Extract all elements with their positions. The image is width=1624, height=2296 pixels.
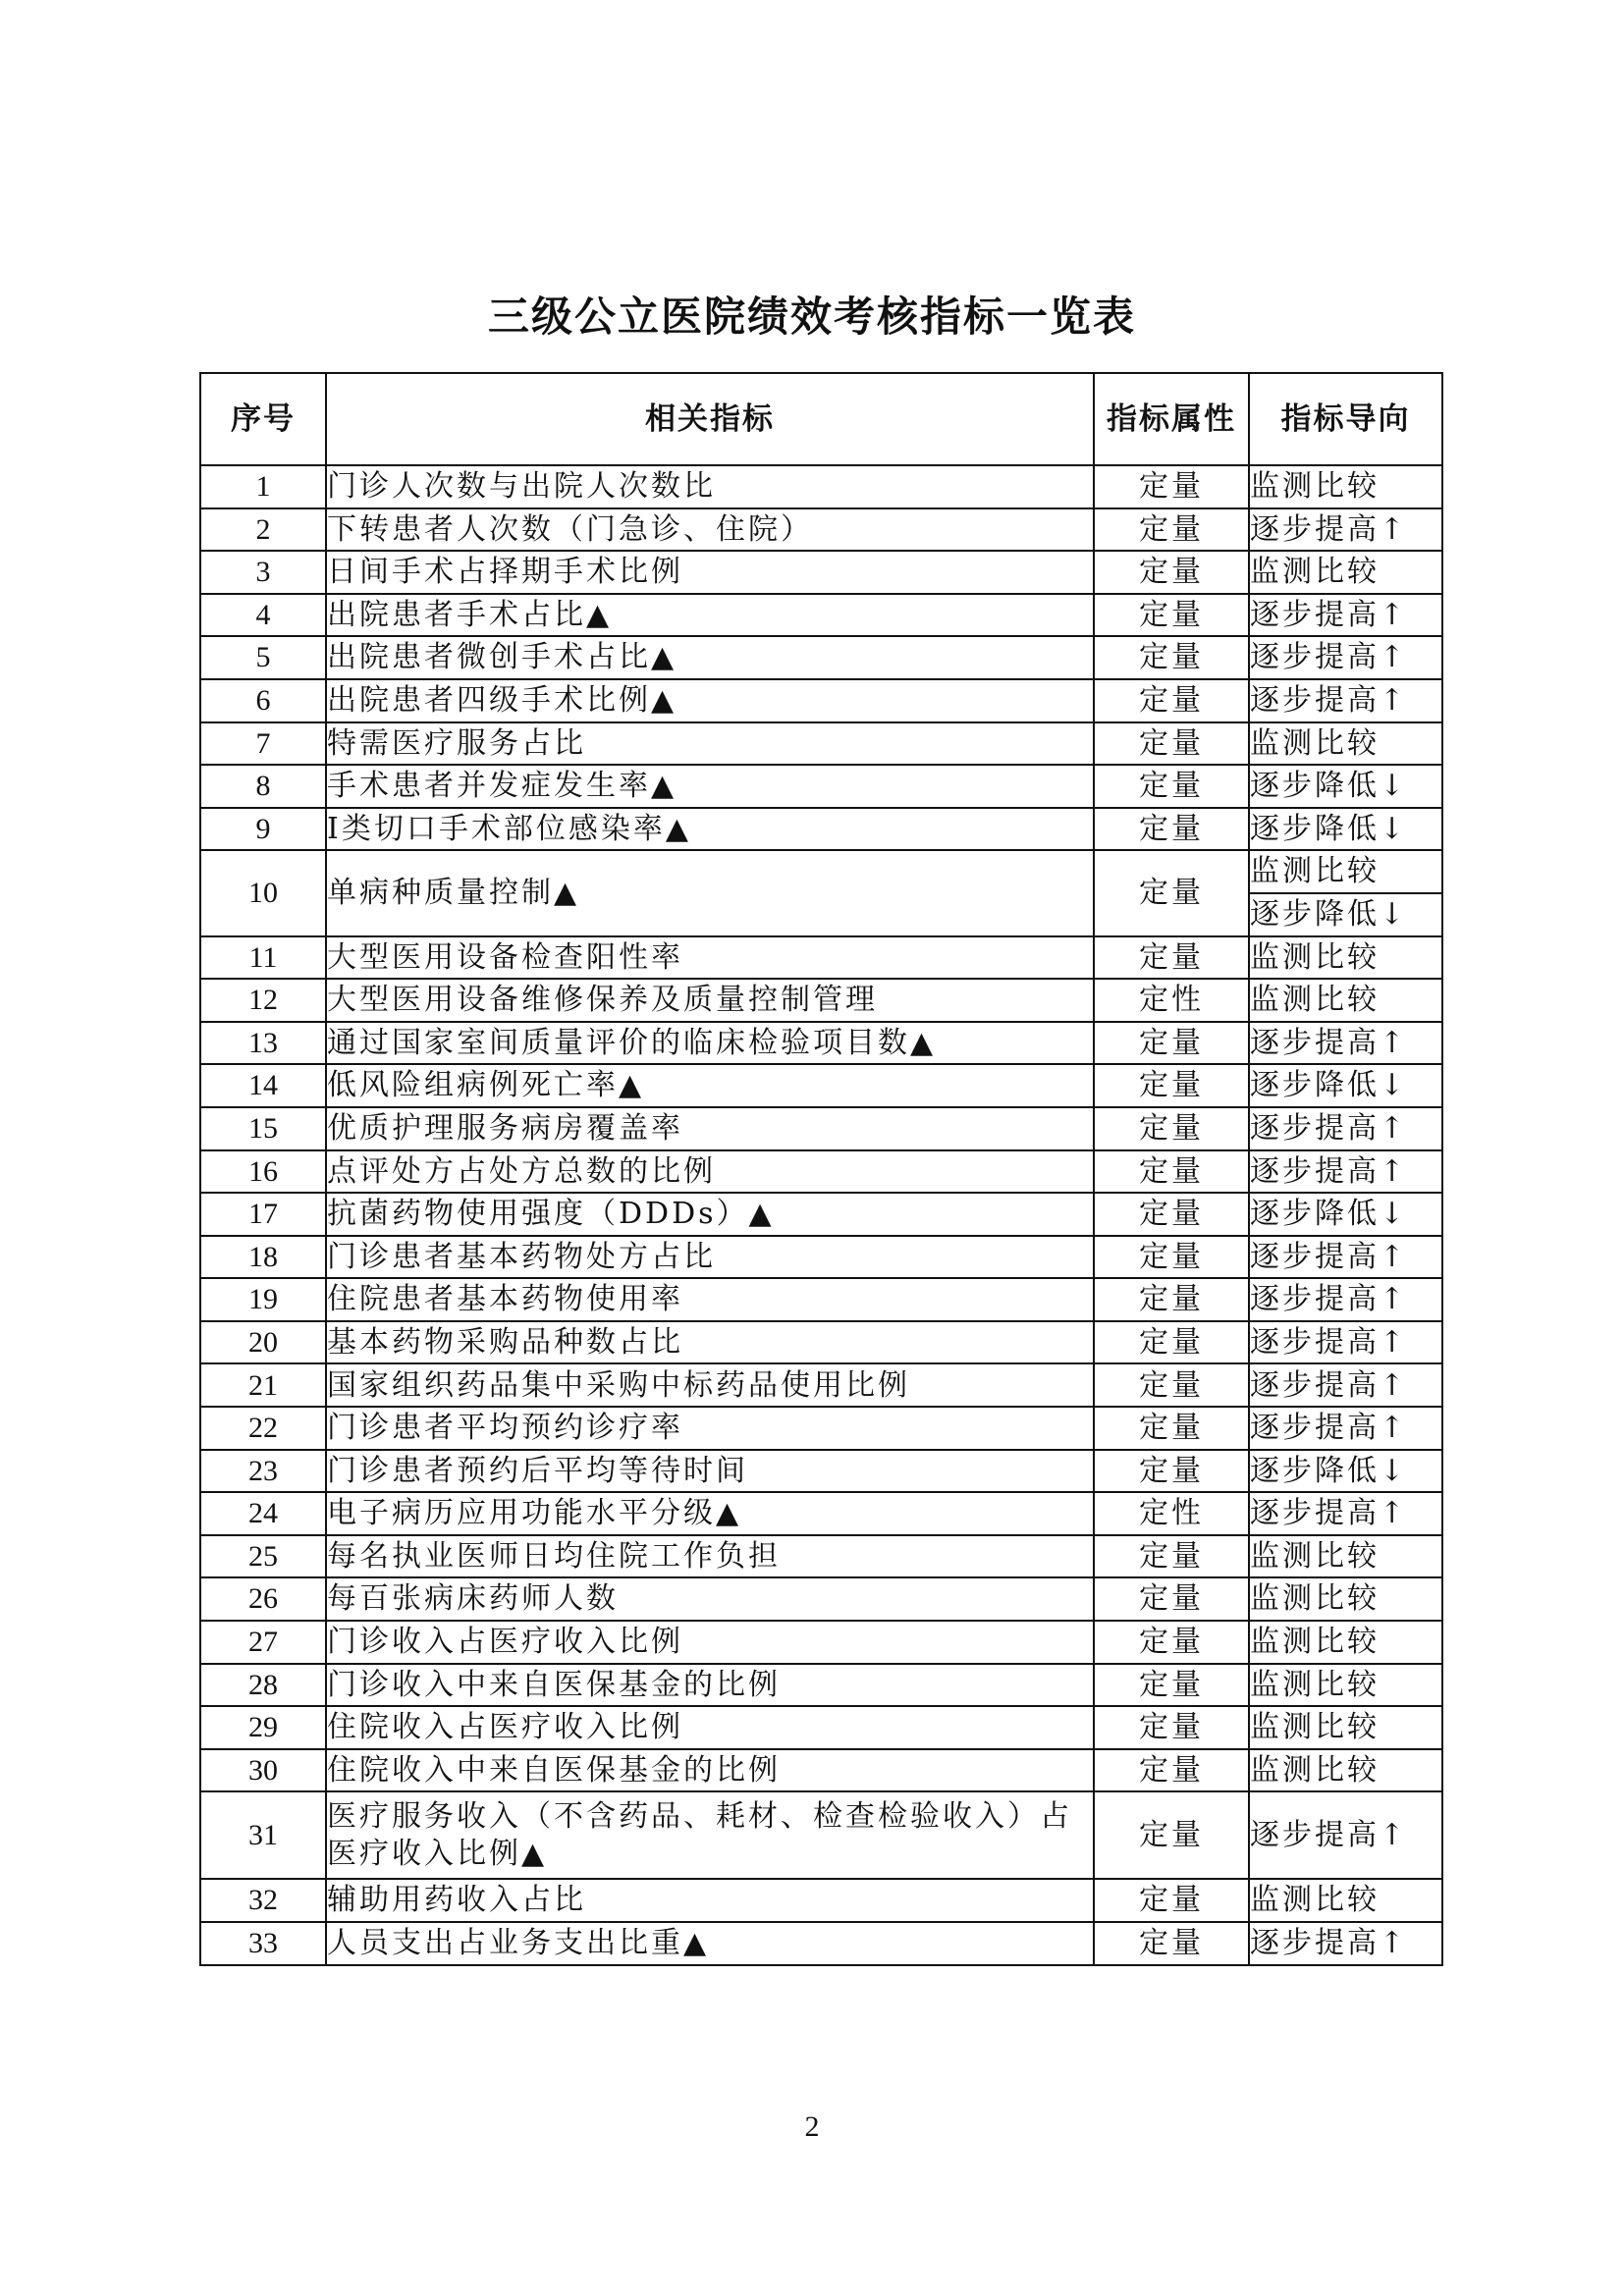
indicator-name: 每名执业医师日均住院工作负担 <box>326 1535 1094 1578</box>
table-row <box>200 1450 1442 1493</box>
indicator-name: 通过国家室间质量评价的临床检验项目数▲ <box>326 1022 1094 1065</box>
table-row <box>200 1236 1442 1279</box>
row-number: 7 <box>200 722 326 766</box>
indicator-direction: 逐步提高↑ <box>1249 1107 1442 1150</box>
indicator-direction: 逐步提高↑ <box>1249 1321 1442 1364</box>
indicator-direction: 逐步提高↑ <box>1249 636 1442 679</box>
table-row <box>200 808 1442 851</box>
table-header-row <box>200 373 1442 465</box>
row-number: 3 <box>200 551 326 594</box>
table-row <box>200 551 1442 594</box>
table-row <box>200 1749 1442 1792</box>
row-number: 23 <box>200 1450 326 1493</box>
indicator-direction: 监测比较 <box>1249 465 1442 508</box>
indicator-attribute: 定量 <box>1094 465 1249 508</box>
indicator-table <box>199 372 1443 1966</box>
table-row <box>200 1363 1442 1407</box>
indicator-attribute: 定量 <box>1094 1064 1249 1107</box>
indicator-direction: 监测比较 <box>1249 551 1442 594</box>
row-number: 10 <box>200 850 326 935</box>
table-row <box>200 1064 1442 1107</box>
page-number: 2 <box>804 2110 820 2143</box>
indicator-attribute: 定量 <box>1094 1022 1249 1065</box>
table-row <box>200 465 1442 508</box>
row-number: 22 <box>200 1407 326 1450</box>
row-number: 24 <box>200 1492 326 1535</box>
header-attribute: 指标属性 <box>1094 373 1249 465</box>
indicator-attribute: 定量 <box>1094 1278 1249 1321</box>
indicator-direction: 逐步提高↑ <box>1249 1278 1442 1321</box>
table-row <box>200 1492 1442 1535</box>
header-direction: 指标导向 <box>1249 373 1442 465</box>
indicator-direction: 逐步提高↑ <box>1249 679 1442 722</box>
indicator-attribute: 定量 <box>1094 765 1249 808</box>
indicator-name: 门诊患者预约后平均等待时间 <box>326 1450 1094 1493</box>
row-number: 13 <box>200 1022 326 1065</box>
indicator-attribute: 定量 <box>1094 1535 1249 1578</box>
indicator-name: 国家组织药品集中采购中标药品使用比例 <box>326 1363 1094 1407</box>
indicator-name: 特需医疗服务占比 <box>326 722 1094 766</box>
row-number: 8 <box>200 765 326 808</box>
table-row <box>200 1321 1442 1364</box>
table-row <box>200 936 1442 980</box>
table-row <box>200 1535 1442 1578</box>
indicator-name: 门诊患者基本药物处方占比 <box>326 1236 1094 1279</box>
table-row <box>200 1791 1442 1879</box>
indicator-name: 低风险组病例死亡率▲ <box>326 1064 1094 1107</box>
indicator-direction: 逐步降低↓ <box>1249 893 1442 936</box>
table-row <box>200 1150 1442 1194</box>
indicator-name: 出院患者微创手术占比▲ <box>326 636 1094 679</box>
indicator-name: 电子病历应用功能水平分级▲ <box>326 1492 1094 1535</box>
indicator-attribute: 定量 <box>1094 1363 1249 1407</box>
indicator-attribute: 定量 <box>1094 1321 1249 1364</box>
row-number: 16 <box>200 1150 326 1194</box>
indicator-direction: 监测比较 <box>1249 1664 1442 1707</box>
row-number: 9 <box>200 808 326 851</box>
table-row <box>200 1706 1442 1749</box>
indicator-direction: 逐步降低↓ <box>1249 1450 1442 1493</box>
table-row <box>200 1922 1442 1965</box>
indicator-name: 门诊患者平均预约诊疗率 <box>326 1407 1094 1450</box>
row-number: 14 <box>200 1064 326 1107</box>
indicator-attribute: 定量 <box>1094 594 1249 637</box>
indicator-name: I类切口手术部位感染率▲ <box>326 808 1094 851</box>
row-number: 26 <box>200 1577 326 1621</box>
row-number: 28 <box>200 1664 326 1707</box>
indicator-name: 大型医用设备检查阳性率 <box>326 936 1094 980</box>
indicator-direction: 监测比较 <box>1249 1535 1442 1578</box>
indicator-name: 日间手术占择期手术比例 <box>326 551 1094 594</box>
table-row <box>200 1577 1442 1621</box>
table-row <box>200 1407 1442 1450</box>
row-number: 17 <box>200 1193 326 1236</box>
indicator-attribute: 定量 <box>1094 1791 1249 1879</box>
indicator-attribute: 定量 <box>1094 1749 1249 1792</box>
indicator-name: 住院患者基本药物使用率 <box>326 1278 1094 1321</box>
indicator-name: 辅助用药收入占比 <box>326 1879 1094 1922</box>
indicator-name: 出院患者四级手术比例▲ <box>326 679 1094 722</box>
row-number: 29 <box>200 1706 326 1749</box>
indicator-attribute: 定量 <box>1094 1107 1249 1150</box>
row-number: 1 <box>200 465 326 508</box>
indicator-attribute: 定量 <box>1094 1450 1249 1493</box>
indicator-attribute: 定量 <box>1094 1577 1249 1621</box>
indicator-attribute: 定量 <box>1094 508 1249 552</box>
indicator-attribute: 定量 <box>1094 1150 1249 1194</box>
indicator-name: 住院收入中来自医保基金的比例 <box>326 1749 1094 1792</box>
indicator-attribute: 定量 <box>1094 1236 1249 1279</box>
indicator-name: 手术患者并发症发生率▲ <box>326 765 1094 808</box>
indicator-name: 医疗服务收入（不含药品、耗材、检查检验收入）占医疗收入比例▲ <box>326 1791 1094 1879</box>
indicator-direction: 逐步降低↓ <box>1249 765 1442 808</box>
indicator-name: 点评处方占处方总数的比例 <box>326 1150 1094 1194</box>
row-number: 18 <box>200 1236 326 1279</box>
table-row <box>200 765 1442 808</box>
indicator-direction: 逐步降低↓ <box>1249 808 1442 851</box>
indicator-name: 下转患者人次数（门急诊、住院） <box>326 508 1094 552</box>
indicator-name: 门诊人次数与出院人次数比 <box>326 465 1094 508</box>
indicator-name: 大型医用设备维修保养及质量控制管理 <box>326 979 1094 1022</box>
table-row <box>200 1193 1442 1236</box>
indicator-direction: 逐步提高↑ <box>1249 1022 1442 1065</box>
indicator-direction: 监测比较 <box>1249 722 1442 766</box>
indicator-attribute: 定量 <box>1094 1193 1249 1236</box>
indicator-attribute: 定量 <box>1094 850 1249 935</box>
indicator-direction: 监测比较 <box>1249 1706 1442 1749</box>
row-number: 32 <box>200 1879 326 1922</box>
indicator-attribute: 定量 <box>1094 1922 1249 1965</box>
table-row <box>200 1621 1442 1664</box>
indicator-name: 门诊收入占医疗收入比例 <box>326 1621 1094 1664</box>
indicator-name: 抗菌药物使用强度（DDDs）▲ <box>326 1193 1094 1236</box>
indicator-direction: 监测比较 <box>1249 979 1442 1022</box>
indicator-name: 单病种质量控制▲ <box>326 850 1094 935</box>
row-number: 5 <box>200 636 326 679</box>
row-number: 25 <box>200 1535 326 1578</box>
indicator-direction: 逐步提高↑ <box>1249 1791 1442 1879</box>
indicator-attribute: 定性 <box>1094 1492 1249 1535</box>
indicator-direction: 逐步提高↑ <box>1249 1407 1442 1450</box>
table-row <box>200 594 1442 637</box>
indicator-direction: 监测比较 <box>1249 936 1442 980</box>
row-number: 19 <box>200 1278 326 1321</box>
indicator-attribute: 定量 <box>1094 808 1249 851</box>
indicator-name: 门诊收入中来自医保基金的比例 <box>326 1664 1094 1707</box>
indicator-direction: 逐步提高↑ <box>1249 594 1442 637</box>
indicator-attribute: 定量 <box>1094 679 1249 722</box>
table-row <box>200 1022 1442 1065</box>
indicator-name: 每百张病床药师人数 <box>326 1577 1094 1621</box>
indicator-attribute: 定量 <box>1094 1664 1249 1707</box>
row-number: 33 <box>200 1922 326 1965</box>
indicator-attribute: 定性 <box>1094 979 1249 1022</box>
indicator-direction: 逐步提高↑ <box>1249 1150 1442 1194</box>
row-number: 30 <box>200 1749 326 1792</box>
indicator-attribute: 定量 <box>1094 1879 1249 1922</box>
row-number: 4 <box>200 594 326 637</box>
indicator-direction: 逐步降低↓ <box>1249 1193 1442 1236</box>
row-number: 11 <box>200 936 326 980</box>
indicator-attribute: 定量 <box>1094 1407 1249 1450</box>
indicator-direction: 监测比较 <box>1249 850 1442 893</box>
indicator-attribute: 定量 <box>1094 936 1249 980</box>
indicator-direction: 逐步降低↓ <box>1249 1064 1442 1107</box>
indicator-name: 住院收入占医疗收入比例 <box>326 1706 1094 1749</box>
indicator-direction: 逐步提高↑ <box>1249 1236 1442 1279</box>
row-number: 2 <box>200 508 326 552</box>
indicator-direction: 逐步提高↑ <box>1249 1922 1442 1965</box>
row-number: 12 <box>200 979 326 1022</box>
indicator-attribute: 定量 <box>1094 636 1249 679</box>
table-row <box>200 679 1442 722</box>
table-row <box>200 1107 1442 1150</box>
indicator-attribute: 定量 <box>1094 1706 1249 1749</box>
row-number: 27 <box>200 1621 326 1664</box>
table-row <box>200 722 1442 766</box>
table-row <box>200 1278 1442 1321</box>
indicator-attribute: 定量 <box>1094 551 1249 594</box>
row-number: 21 <box>200 1363 326 1407</box>
indicator-name: 人员支出占业务支出比重▲ <box>326 1922 1094 1965</box>
header-indicator: 相关指标 <box>326 373 1094 465</box>
indicator-attribute: 定量 <box>1094 722 1249 766</box>
row-number: 31 <box>200 1791 326 1879</box>
indicator-direction: 监测比较 <box>1249 1879 1442 1922</box>
indicator-name: 出院患者手术占比▲ <box>326 594 1094 637</box>
indicator-direction: 监测比较 <box>1249 1749 1442 1792</box>
document-title: 三级公立医院绩效考核指标一览表 <box>487 293 1136 341</box>
indicator-direction: 逐步提高↑ <box>1249 1492 1442 1535</box>
table-row <box>200 508 1442 552</box>
indicator-direction: 逐步提高↑ <box>1249 508 1442 552</box>
row-number: 15 <box>200 1107 326 1150</box>
table-body <box>200 465 1442 1965</box>
indicator-direction: 逐步提高↑ <box>1249 1363 1442 1407</box>
indicator-direction: 监测比较 <box>1249 1577 1442 1621</box>
indicator-attribute: 定量 <box>1094 1621 1249 1664</box>
indicator-name: 基本药物采购品种数占比 <box>326 1321 1094 1364</box>
table-row <box>200 1879 1442 1922</box>
table-row <box>200 979 1442 1022</box>
header-no: 序号 <box>200 373 326 465</box>
row-number: 20 <box>200 1321 326 1364</box>
table-row <box>200 850 1442 893</box>
indicator-name: 优质护理服务病房覆盖率 <box>326 1107 1094 1150</box>
indicator-direction: 监测比较 <box>1249 1621 1442 1664</box>
table-row <box>200 636 1442 679</box>
row-number: 6 <box>200 679 326 722</box>
table-row <box>200 1664 1442 1707</box>
